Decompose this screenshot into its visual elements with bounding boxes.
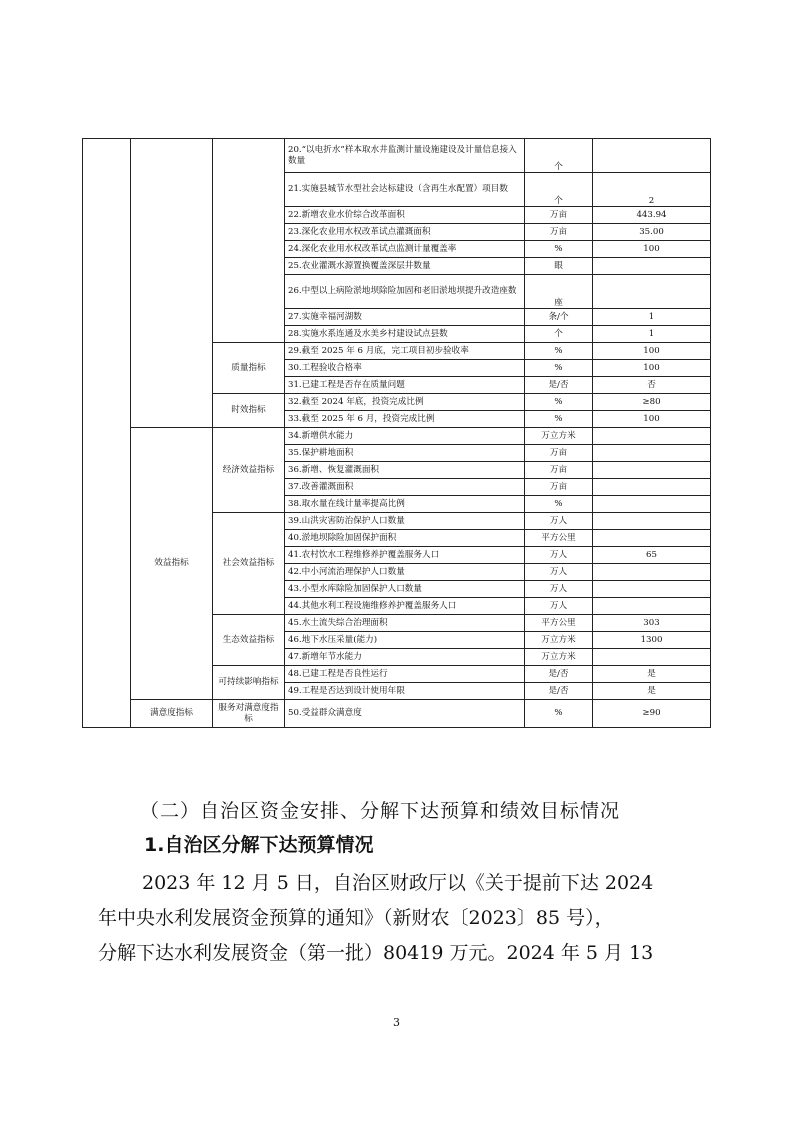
unit-cell: % (525, 496, 593, 513)
unit-cell: 万亩 (525, 445, 593, 462)
unit-cell: 是/否 (525, 683, 593, 700)
unit-cell: 万立方米 (525, 428, 593, 445)
table-row (83, 428, 711, 445)
indicator-name-cell: 39.山洪灾害防治保护人口数量 (285, 513, 525, 530)
target-value-cell: 100 (593, 360, 711, 377)
indicator-name-cell: 33.截至 2025 年 6 月，投资完成比例 (285, 411, 525, 428)
indicator-name-cell: 26.中型以上病险淤地坝除险加固和老旧淤地坝提升改造座数 (285, 275, 525, 309)
level2-cell: 效益指标 (131, 428, 213, 700)
unit-cell: 眼 (525, 258, 593, 275)
target-value-cell (593, 598, 711, 615)
indicator-name-cell: 42.中小河流治理保护人口数量 (285, 564, 525, 581)
indicator-name-cell: 38.取水量在线计量率提高比例 (285, 496, 525, 513)
unit-cell: 个 (525, 173, 593, 207)
indicator-name-cell: 47.新增年节水能力 (285, 649, 525, 666)
level3-cell: 社会效益指标 (213, 513, 285, 615)
indicator-name-cell: 32.截至 2024 年底，投资完成比例 (285, 394, 525, 411)
level3-cell: 质量指标 (213, 343, 285, 394)
target-value-cell: ≥90 (593, 700, 711, 728)
indicator-name-cell: 41.农村饮水工程维修养护覆盖服务人口 (285, 547, 525, 564)
paragraph-line: 分解下达水利发展资金（第一批）80419 万元。2024 年 5 月 13 (98, 942, 654, 964)
target-value-cell (593, 530, 711, 547)
target-value-cell: 100 (593, 241, 711, 258)
indicator-name-cell: 50.受益群众满意度 (285, 700, 525, 728)
table-row (83, 700, 711, 728)
indicator-name-cell: 46.地下水压采量(能力) (285, 632, 525, 649)
body-paragraph (98, 866, 698, 971)
paragraph-line: 2023 年 12 月 5 日，自治区财政厅以《关于提前下达 2024 (142, 872, 654, 894)
target-value-cell: 2 (593, 173, 711, 207)
level1-cell (83, 139, 131, 728)
unit-cell: 平方公里 (525, 615, 593, 632)
indicator-name-cell: 21.实施县城节水型社会达标建设（含再生水配置）项目数 (285, 173, 525, 207)
unit-cell: 个 (525, 326, 593, 343)
unit-cell: % (525, 360, 593, 377)
indicator-name-cell: 44.其他水利工程设施维修养护覆盖服务人口 (285, 598, 525, 615)
target-value-cell (593, 564, 711, 581)
unit-cell: % (525, 343, 593, 360)
unit-cell: 万亩 (525, 479, 593, 496)
indicator-name-cell: 36.新增、恢复灌溉面积 (285, 462, 525, 479)
unit-cell: % (525, 394, 593, 411)
target-value-cell: 65 (593, 547, 711, 564)
page-number: 3 (393, 1016, 400, 1029)
unit-cell: 万亩 (525, 224, 593, 241)
unit-cell: 万亩 (525, 462, 593, 479)
performance-indicator-table (82, 138, 711, 728)
indicator-name-cell: 31.已建工程是否存在质量问题 (285, 377, 525, 394)
level3-cell: 可持续影响指标 (213, 666, 285, 700)
target-value-cell (593, 649, 711, 666)
indicator-name-cell: 29.截至 2025 年 6 月底，完工项目初步验收率 (285, 343, 525, 360)
target-value-cell: 35.00 (593, 224, 711, 241)
level2-cell (131, 139, 213, 428)
unit-cell: % (525, 241, 593, 258)
unit-cell: 万人 (525, 564, 593, 581)
table-row (83, 139, 711, 173)
unit-cell: 是/否 (525, 377, 593, 394)
unit-cell: 万立方米 (525, 649, 593, 666)
indicator-name-cell: 28.实施水系连通及水美乡村建设试点县数 (285, 326, 525, 343)
unit-cell: 万立方米 (525, 632, 593, 649)
level3-cell: 服务对满意度指标 (213, 700, 285, 728)
target-value-cell: 303 (593, 615, 711, 632)
target-value-cell (593, 513, 711, 530)
indicator-name-cell: 45.水土流失综合治理面积 (285, 615, 525, 632)
indicator-name-cell: 23.深化农业用水权改革试点灌溉面积 (285, 224, 525, 241)
target-value-cell (593, 462, 711, 479)
unit-cell: 条/个 (525, 309, 593, 326)
unit-cell: 是/否 (525, 666, 593, 683)
indicator-name-cell: 49.工程是否达到设计使用年限 (285, 683, 525, 700)
indicator-name-cell: 40.淤地坝除险加固保护面积 (285, 530, 525, 547)
level3-cell: 生态效益指标 (213, 615, 285, 666)
indicator-name-cell: 24.深化农业用水权改革试点监测计量覆盖率 (285, 241, 525, 258)
unit-cell: 万人 (525, 598, 593, 615)
target-value-cell (593, 139, 711, 173)
target-value-cell: 1 (593, 309, 711, 326)
level3-cell: 时效指标 (213, 394, 285, 428)
target-value-cell: 是 (593, 683, 711, 700)
unit-cell: 万人 (525, 547, 593, 564)
unit-cell: 个 (525, 139, 593, 173)
paragraph-line: 年中央水利发展资金预算的通知》（新财农〔2023〕85 号）， (98, 907, 614, 929)
indicator-name-cell: 22.新增农业水价综合改革面积 (285, 207, 525, 224)
target-value-cell (593, 479, 711, 496)
target-value-cell: ≥80 (593, 394, 711, 411)
subsection-heading: 1.自治区分解下达预算情况 (144, 834, 374, 856)
level3-cell (213, 139, 285, 343)
level2-cell: 满意度指标 (131, 700, 213, 728)
target-value-cell (593, 275, 711, 309)
unit-cell: 座 (525, 275, 593, 309)
unit-cell: 万人 (525, 513, 593, 530)
target-value-cell (593, 258, 711, 275)
target-value-cell: 否 (593, 377, 711, 394)
target-value-cell: 100 (593, 343, 711, 360)
target-value-cell (593, 496, 711, 513)
indicator-name-cell: 43.小型水库除险加固保护人口数量 (285, 581, 525, 598)
unit-cell: % (525, 411, 593, 428)
indicator-name-cell: 37.改善灌溉面积 (285, 479, 525, 496)
indicator-name-cell: 27.实施幸福河湖数 (285, 309, 525, 326)
indicator-name-cell: 48.已建工程是否良性运行 (285, 666, 525, 683)
unit-cell: 万亩 (525, 207, 593, 224)
level3-cell: 经济效益指标 (213, 428, 285, 513)
target-value-cell (593, 428, 711, 445)
indicator-name-cell: 35.保护耕地面积 (285, 445, 525, 462)
target-value-cell: 1 (593, 326, 711, 343)
unit-cell: 万人 (525, 581, 593, 598)
target-value-cell: 1300 (593, 632, 711, 649)
indicator-name-cell: 20.“以电折水”样本取水井监测计量设施建设及计量信息接入数量 (285, 139, 525, 173)
indicator-name-cell: 25.农业灌溉水源置换覆盖深层井数量 (285, 258, 525, 275)
indicator-name-cell: 30.工程验收合格率 (285, 360, 525, 377)
target-value-cell: 443.94 (593, 207, 711, 224)
unit-cell: 平方公里 (525, 530, 593, 547)
section-heading: （二）自治区资金安排、分解下达预算和绩效目标情况 (140, 800, 621, 822)
target-value-cell (593, 445, 711, 462)
target-value-cell: 是 (593, 666, 711, 683)
target-value-cell (593, 581, 711, 598)
unit-cell: % (525, 700, 593, 728)
indicator-name-cell: 34.新增供水能力 (285, 428, 525, 445)
target-value-cell: 100 (593, 411, 711, 428)
